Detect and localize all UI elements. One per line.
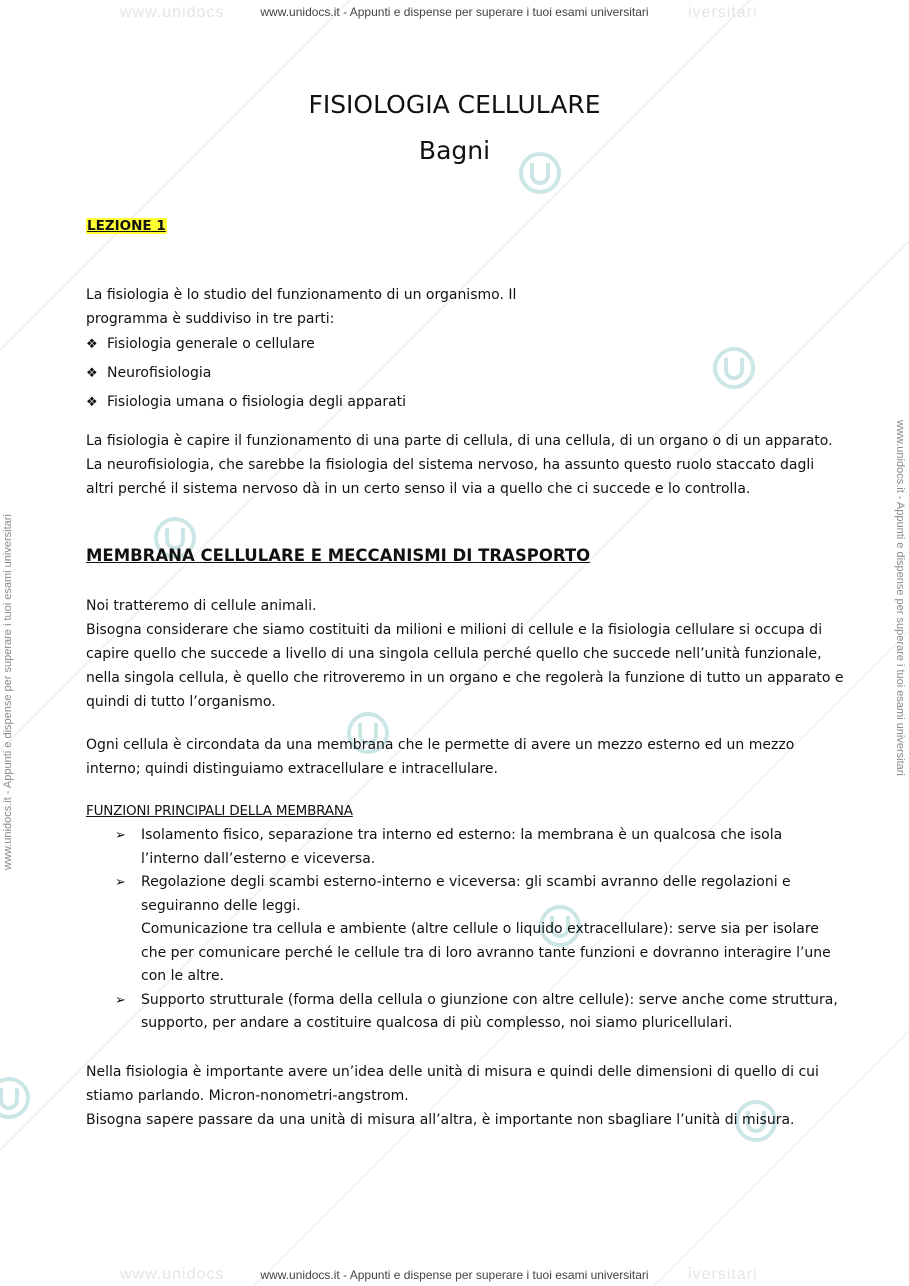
arrow-bullet-icon: ➢ xyxy=(115,992,126,1008)
list-item-text: Neurofisiologia xyxy=(107,365,212,381)
list-item-text: Fisiologia umana o fisiologia degli apparati xyxy=(107,394,407,410)
paragraph-line: Ogni cellula è circondata da una membrana che le permette di avere un mezzo esterno ed un mezzo xyxy=(86,737,795,753)
list-item xyxy=(115,989,838,1036)
paragraph-line: altri perché il sistema nervoso dà in un certo senso il via a quello che ci succede e lo controlla. xyxy=(86,481,751,497)
paragraph-line: interno; quindi distinguiamo extracellulare e intracellulare. xyxy=(86,761,498,777)
diamond-bullet-icon: ❖ xyxy=(86,395,98,410)
functions-heading: FUNZIONI PRINCIPALI DELLA MEMBRANA xyxy=(86,803,353,819)
list-item-line: l’interno dall’esterno e viceversa. xyxy=(141,850,376,867)
watermark-side-right: www.unidocs.it - Appunti e dispense per superare i tuoi esami universitari xyxy=(894,420,906,776)
unidocs-logo-icon xyxy=(0,1075,32,1121)
watermark-side-left: www.unidocs.it - Appunti e dispense per superare i tuoi esami universitari xyxy=(2,514,14,870)
list-item-line: supporto, per andare a costituire qualcosa di più complesso, noi siamo pluricellulari. xyxy=(141,1015,733,1031)
paragraph-cells xyxy=(86,594,844,714)
list-item xyxy=(115,871,838,918)
lesson-label: LEZIONE 1 xyxy=(87,218,166,234)
intro-paragraph xyxy=(86,283,516,331)
list-item xyxy=(115,824,838,871)
arrow-bullet-icon: ➢ xyxy=(115,875,126,890)
section-heading: MEMBRANA CELLULARE E MECCANISMI DI TRASPORTO xyxy=(86,546,591,565)
watermark-top: www.unidocs.it - Appunti e dispense per superare i tuoi esami universitari xyxy=(260,5,649,19)
list-item xyxy=(86,330,406,359)
intro-line: La fisiologia è lo studio del funzionamento di un organismo. Il xyxy=(86,287,517,303)
functions-list xyxy=(115,824,838,1036)
list-item-line: Isolamento fisico, separazione tra interno ed esterno: la membrana è un qualcosa che isola xyxy=(141,827,783,843)
list-item-text: Fisiologia generale o cellulare xyxy=(107,336,315,352)
paragraph-line: Nella fisiologia è importante avere un’idea delle unità di misura e quindi delle dimensioni di quello di cui xyxy=(86,1064,819,1080)
paragraph-line: La fisiologia è capire il funzionamento di una parte di cellula, di una cellula, di un organo o di un apparato. xyxy=(86,433,833,449)
paragraph-line: capire quello che succede a livello di una singola cellula perché quello che succede nell’unità funzionale, xyxy=(86,646,822,662)
paragraph-line: La neurofisiologia, che sarebbe la fisiologia del sistema nervoso, ha assunto questo ruolo staccato dagli xyxy=(86,457,815,473)
paragraph-line: Noi tratteremo di cellule animali. xyxy=(86,598,317,614)
paragraph-line: nella singola cellula, è quello che ritroveremo in un organo e che regolerà la funzione di tutto un apparato e xyxy=(86,670,844,686)
paragraph-line: quindi di tutto l’organismo. xyxy=(86,694,276,710)
program-parts-list xyxy=(86,330,406,417)
unidocs-logo-icon xyxy=(711,345,757,391)
paragraph-line: Bisogna sapere passare da una unità di misura all’altra, è importante non sbagliare l’unità di misura. xyxy=(86,1112,795,1128)
watermark-bottom: www.unidocs.it - Appunti e dispense per superare i tuoi esami universitari xyxy=(260,1268,649,1282)
paragraph-units xyxy=(86,1060,819,1132)
arrow-bullet-icon: ➢ xyxy=(115,828,126,843)
paragraph-membrane xyxy=(86,733,794,781)
paragraph-physiology xyxy=(86,429,833,501)
list-item-line: Supporto strutturale (forma della cellula o giunzione con altre cellule): serve anche come struttura, xyxy=(141,991,838,1008)
document-title: FISIOLOGIA CELLULARE xyxy=(308,90,601,119)
document-subtitle: Bagni xyxy=(418,136,491,165)
list-item-line: con le altre. xyxy=(141,968,225,984)
list-item-line: Regolazione degli scambi esterno-interno e viceversa: gli scambi avranno delle regolazioni e xyxy=(141,874,791,890)
list-item-line: Comunicazione tra cellula e ambiente (altre cellule o liquido extracellulare): serve sia per isolare xyxy=(141,921,819,937)
watermark-ghost-right-bottom: iversitari xyxy=(688,1266,758,1283)
diamond-bullet-icon: ❖ xyxy=(86,337,98,352)
diamond-bullet-icon: ❖ xyxy=(86,366,98,381)
list-item xyxy=(86,359,406,388)
list-item-line: seguiranno delle leggi. xyxy=(141,897,301,914)
paragraph-line: Bisogna considerare che siamo costituiti da milioni e milioni di cellule e la fisiologia cellulare si occupa di xyxy=(86,622,823,638)
paragraph-line: stiamo parlando. Micron-nonometri-angstrom. xyxy=(86,1088,409,1104)
list-item-line: che per comunicare perché le cellule tra di loro avranno tante funzioni e dovranno interagire l’une xyxy=(141,944,831,961)
watermark-ghost-left-bottom: www.unidocs xyxy=(120,1266,225,1283)
watermark-ghost-right: iversitari xyxy=(688,4,758,21)
watermark-ghost-left: www.unidocs xyxy=(120,4,225,21)
list-item xyxy=(115,918,838,989)
list-item xyxy=(86,388,406,417)
intro-line: programma è suddiviso in tre parti: xyxy=(86,311,335,327)
